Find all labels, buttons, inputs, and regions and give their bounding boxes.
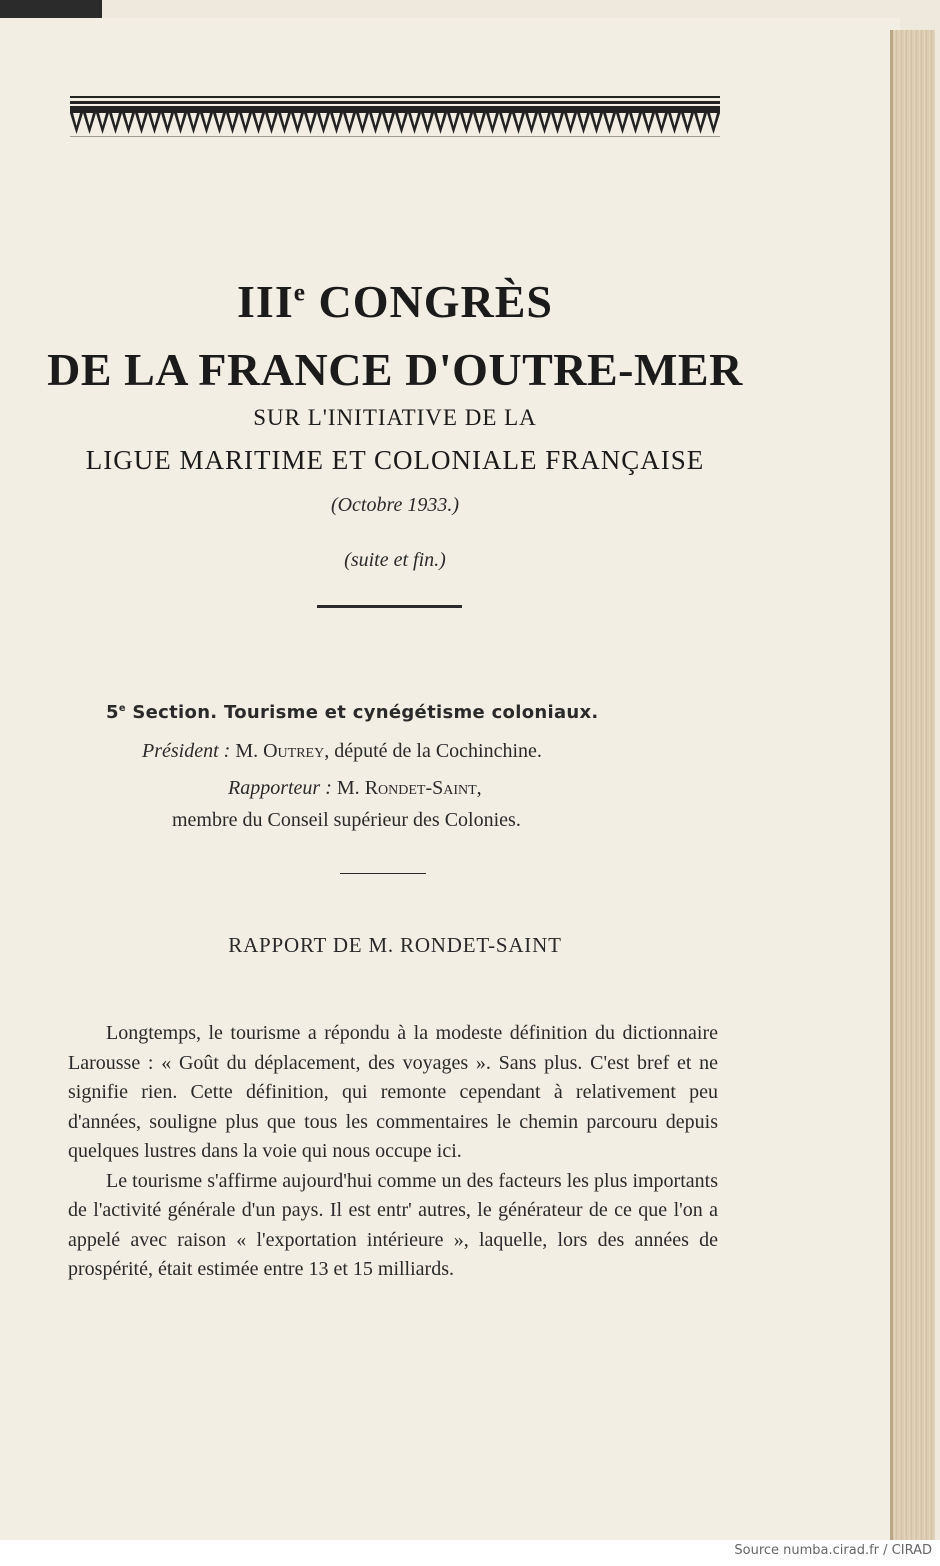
rapporteur-role: Rapporteur :: [228, 777, 332, 799]
section-title: Section. Tourisme et cynégétisme coloniaux.: [132, 702, 599, 723]
congress-number: III: [237, 276, 294, 327]
congress-word: CONGRÈS: [318, 276, 553, 327]
section-number-suffix: e: [118, 703, 126, 714]
continuation-note: (suite et fin.): [344, 549, 446, 571]
rapporteur-name: Rondet-Saint,: [364, 777, 482, 799]
report-body: [68, 1019, 718, 1285]
decorative-header-ornament: [70, 96, 720, 142]
president-role: Président :: [142, 740, 231, 762]
report-title: RAPPORT DE M. RONDET-SAINT: [228, 933, 562, 957]
initiative-line: SUR L'INITIATIVE DE LA: [253, 405, 537, 430]
section-divider: [317, 605, 462, 608]
league-name: LIGUE MARITIME ET COLONIALE FRANÇAISE: [85, 445, 705, 475]
congress-subtitle: DE LA FRANCE D'OUTRE-MER: [47, 344, 743, 395]
source-credit: Source numba.cirad.fr / CIRAD: [734, 1543, 932, 1558]
president-line: [142, 740, 542, 763]
president-prefix: M.: [235, 740, 259, 762]
paragraph: Longtemps, le tourisme a répondu à la modeste définition du dictionnaire Larousse : « Goût du déplacement, des voyages ». Sans plus. C'est bref et ne signifie rien. Cette définition, qui remonte cependant à relativement peu d'années, souligne plus que tous les commentaires le chemin parcouru depuis quelques lustres dans la voie qui nous occupe ici.: [68, 1022, 718, 1162]
rapporteur-prefix: M.: [336, 777, 360, 799]
stacked-page-edges: [893, 30, 935, 1540]
binding-shadow: [0, 0, 102, 20]
section-number: 5: [106, 702, 119, 723]
president-description: député de la Cochinchine.: [334, 740, 542, 762]
rapporteur-description: membre du Conseil supérieur des Colonies.: [172, 809, 521, 831]
short-divider: [340, 873, 426, 874]
rapporteur-line: [228, 777, 482, 800]
congress-title: [0, 275, 790, 328]
paragraph: Le tourisme s'affirme aujourd'hui comme un des facteurs les plus importants de l'activité générale d'un pays. Il est entr' autres, le générateur de ce que l'on a appelé avec raison « l'exportation intérieure », laquelle, lors des années de prospérité, était estimée entre 13 et 15 milliards.: [68, 1169, 718, 1280]
congress-number-suffix: e: [293, 278, 306, 307]
section-heading: [106, 702, 599, 723]
president-name: Outrey,: [263, 740, 330, 762]
congress-date: (Octobre 1933.): [330, 494, 460, 516]
